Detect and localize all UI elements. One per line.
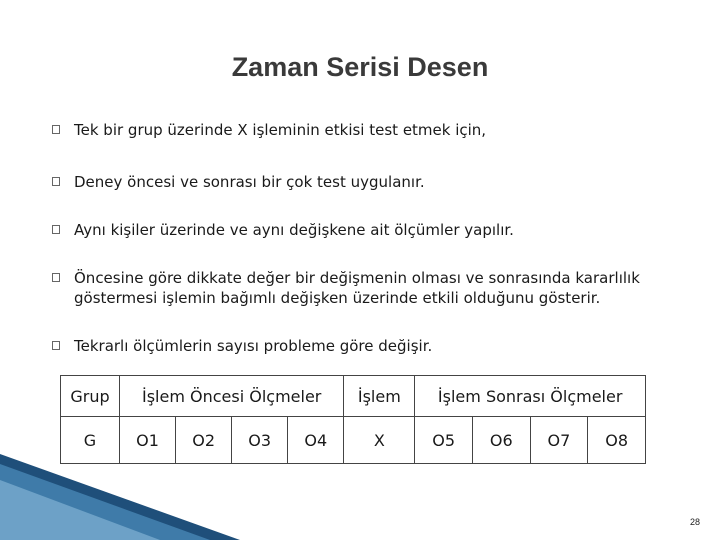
slide-title: Zaman Serisi Desen [231, 52, 489, 82]
square-bullet-icon [52, 177, 60, 186]
table-cell: O7 [530, 417, 588, 464]
table-cell: O8 [588, 417, 646, 464]
bullet-item [52, 336, 672, 356]
table-cell: O2 [176, 417, 232, 464]
bullet-item [52, 220, 672, 240]
bullet-text: Aynı kişiler üzerinde ve aynı değişkene ait ölçümler yapılır. [74, 221, 514, 239]
bullet-text: Tek bir grup üzerinde X işleminin etkisi test etmek için, [74, 121, 487, 139]
square-bullet-icon [52, 125, 60, 134]
table-cell: O4 [288, 417, 344, 464]
bullet-item [52, 120, 672, 140]
square-bullet-icon [52, 225, 60, 234]
header-treatment: İşlem [344, 376, 415, 417]
table-cell: O1 [120, 417, 176, 464]
header-group: Grup [61, 376, 120, 417]
header-pre-measures: İşlem Öncesi Ölçmeler [120, 376, 344, 417]
table-cell: O5 [415, 417, 473, 464]
bullet-text: Deney öncesi ve sonrası bir çok test uygulanır. [74, 173, 425, 191]
table-cell: G [61, 417, 120, 464]
decorative-wedge [0, 440, 720, 540]
bullet-item [52, 268, 672, 308]
square-bullet-icon [52, 341, 60, 350]
bullet-text: Öncesine göre dikkate değer bir değişmenin olması ve sonrasında kararlılık göstermesi işlemin bağımlı değişken üzerinde etkili olduğunu gösterir. [74, 269, 640, 307]
table-cell: O6 [472, 417, 530, 464]
bullet-text: Tekrarlı ölçümlerin sayısı probleme göre değişir. [74, 337, 433, 355]
square-bullet-icon [52, 273, 60, 282]
table-cell: X [344, 417, 415, 464]
table-header-row [61, 376, 646, 417]
page-number: 28 [690, 517, 701, 527]
header-post-measures: İşlem Sonrası Ölçmeler [415, 376, 646, 417]
table-cell: O3 [232, 417, 288, 464]
bullet-item [52, 172, 672, 192]
